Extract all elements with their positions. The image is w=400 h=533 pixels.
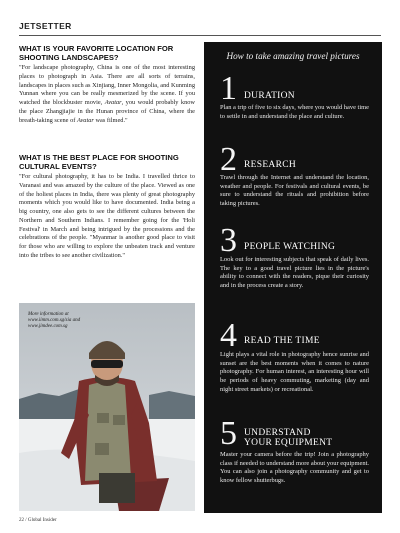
question-2-heading: WHAT IS THE BEST PLACE FOR SHOOTING CULTURAL EVENTS?	[19, 153, 179, 171]
step-title: UNDERSTAND	[244, 428, 311, 438]
photo-illustration	[19, 303, 195, 511]
movie-title-1: Avatar	[104, 99, 122, 106]
photo-caption: More information at www.iimm.com.sg/sia and www.jimdee.com.sg	[28, 312, 81, 329]
tips-panel	[204, 42, 382, 513]
step-number: 2	[220, 141, 237, 178]
step-title: RESEARCH	[244, 160, 297, 170]
step-text: Plan a trip of five to six days, where you would have time to settle in and understand the place and culture.	[220, 104, 369, 120]
step-title: DURATION	[244, 91, 295, 101]
step-title: READ THE TIME	[244, 336, 320, 346]
answer-2-text: "For cultural photography, it has to be India. I travelled thrice to Varanasi and was amazed by the culture of the place. Viewed as one of the holiest places in India, there was plenty of great photography moments which you would like to have documented. India being a big country, one also gets to see the different cultures between the Northern and Southern Indians. I remember going for the 'Holi Festival' in March and being intrigued by the processions and the celebrations of the people. "Myanmar is another good place to visit for those who are willing to explore the unbeaten track and venture into the tribes to see another civilization."	[19, 173, 195, 259]
question-1-heading: WHAT IS YOUR FAVORITE LOCATION FOR SHOOTING LANDSCAPES?	[19, 44, 174, 62]
header-divider	[19, 35, 381, 36]
answer-1-text: "For landscape photography, China is one of the most interesting places to photograph in Asia. There are all sorts of terrains, landscapes in places such as Xinjiang, Inner Mongolia, and Kunming Yunnan where you can be really mesmerized by the scene. If you watched the blockbuster movie, Avatar, you would probably know the place Zhangjiajie in the Hunan province of China, where the breath-taking scene of Avatar was filmed."	[19, 64, 195, 124]
step-number: 3	[220, 222, 237, 259]
step-number: 5	[220, 415, 237, 452]
photographer-photo	[19, 303, 195, 511]
step-title-line-2: YOUR EQUIPMENT	[244, 438, 333, 448]
step-number: 1	[220, 70, 237, 107]
step-text: Master your camera before the trip! Join a photography class if needed to understand more about your equipment. You can also join a photography community and get to know fellow shutterbugs.	[220, 451, 369, 485]
step-text: Trawl through the Internet and understand the location, weather and people. For festivals and cultural events, be sure to understand the rituals and prohibition before taking pictures.	[220, 174, 369, 208]
step-title: PEOPLE WATCHING	[244, 242, 336, 252]
step-text: Light plays a vital role in photography hence sunrise and sunset are the best moments when it comes to nature photography. For human interest, an interesting hour will be periods of heavy commuting, marketing (day and night street markets) or recreational.	[220, 351, 369, 393]
page-footer: 22 / Global Insider	[19, 518, 57, 523]
step-text: Look out for interesting subjects that speak of daily lives. The key to a good travel picture lies in the picture's ability to connect with the readers, pique their curiosity and in the process create a story.	[220, 256, 369, 290]
section-title: JETSETTER	[19, 21, 72, 31]
step-number: 4	[220, 317, 237, 354]
panel-title: How to take amazing travel pictures	[226, 51, 360, 61]
movie-title-2: Avatar	[76, 116, 94, 124]
